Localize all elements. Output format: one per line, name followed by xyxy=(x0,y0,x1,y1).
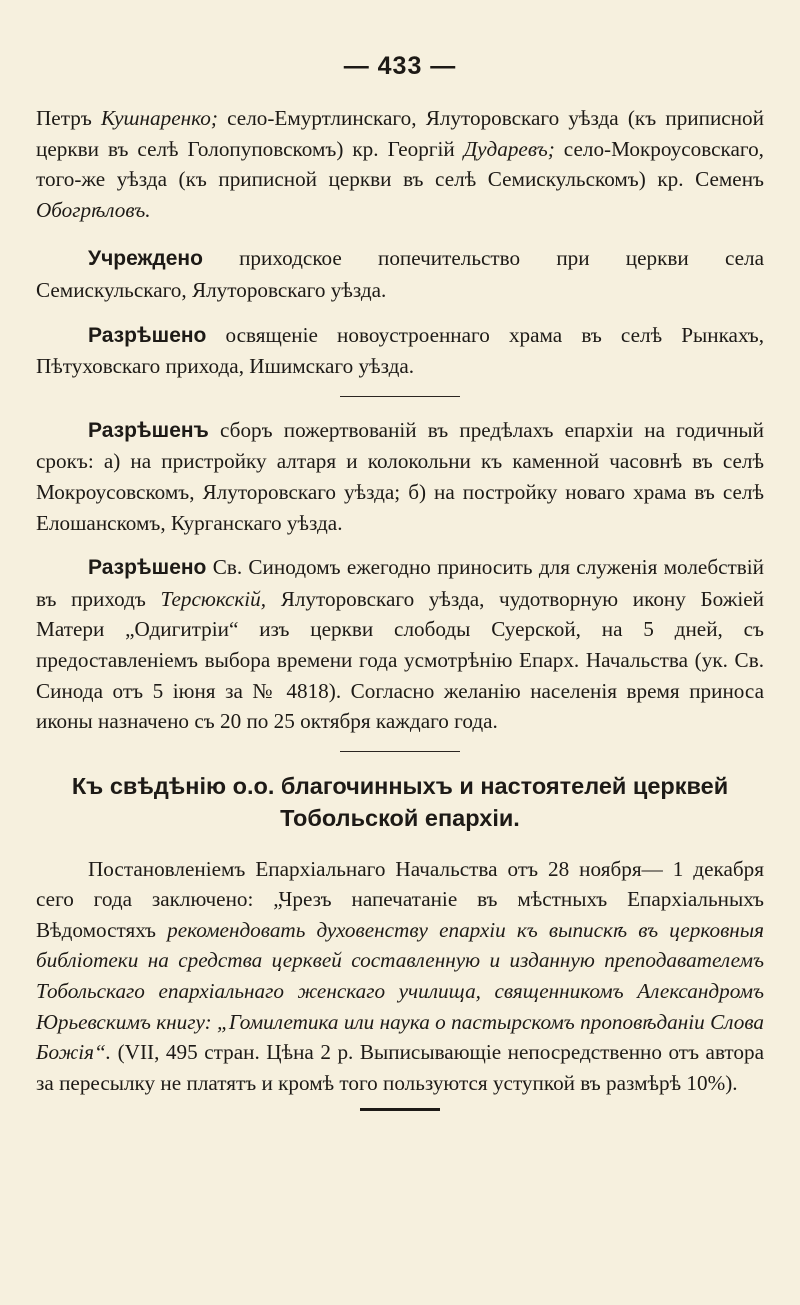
italic-recommendation: рекомендовать духовенству епархіи къ выпискѣ въ церковныя библіотеки на средства церквей составленную и изданную преподавателемъ Тобольскаго епархіальнаго женскаго училища, священникомъ Александромъ Юрьевскимъ книгу: „Гомилетика или наука о пастырскомъ проповѣданіи Слова Божія“. xyxy=(36,917,764,1065)
document-page xyxy=(36,52,764,1111)
lead-word: Разрѣшенъ xyxy=(88,418,209,442)
paragraph-appointments xyxy=(36,103,764,225)
text-run: Ялуторовскаго уѣзда, чудотворную икону Божіей Матери „Одигитріи“ изъ церкви слободы Суерской, на 5 дней, съ предоставленіемъ выбора времени года усмотрѣнію Епарх. Начальства (ук. Св. Синода отъ 5 іюня за № 4818). Согласно желанію населенія время приноса иконы назначено съ 20 по 25 октября каждаго года. xyxy=(36,586,764,734)
section-divider xyxy=(340,751,460,752)
lead-word: Разрѣшено xyxy=(88,323,207,347)
text-run: Постановленіемъ Епархіальнаго Начальства отъ 28 ноября— 1 декабря сего года заключено: „Чрезъ напечатаніе въ мѣстныхъ Епархіальныхъ Вѣдомостяхъ xyxy=(36,856,764,942)
text-run: Петръ xyxy=(36,106,101,130)
italic-name: Кушнаренко; xyxy=(100,106,218,130)
text-run: сборъ пожертвованій въ предѣлахъ епархіи на годичный срокъ: а) на пристройку алтаря и колокольни къ каменной часовнѣ въ селѣ Мокроусовскомъ, Ялуторовскаго уѣзда; б) на постройку новаго храма въ селѣ Елошанскомъ, Курганскаго уѣзда. xyxy=(36,417,764,535)
paragraph-resolution xyxy=(36,854,764,1099)
paragraph-icon-procession xyxy=(36,552,764,737)
text-run: приходское попечительство при церкви села Семискульскаго, Ялуторовскаго уѣзда. xyxy=(36,246,764,302)
text-run: Св. Синодомъ ежегодно приносить для служенія молебствій въ приходъ xyxy=(36,555,764,611)
lead-word: Учреждено xyxy=(88,247,203,271)
italic-name: Обогрѣловъ. xyxy=(36,197,151,222)
paragraph-consecration xyxy=(36,320,764,382)
page-number: — 433 — xyxy=(343,52,457,80)
lead-word: Разрѣшено xyxy=(88,556,207,580)
text-run: освященіе новоустроеннаго храма въ селѣ Рынкахъ, Пѣтуховскаго прихода, Ишимскаго уѣзда. xyxy=(36,322,764,379)
end-rule xyxy=(360,1108,440,1111)
section-heading: Къ свѣдѣнію о.о. благочинныхъ и настоятелей церквей Тобольской епархіи. xyxy=(71,772,729,831)
italic-name: Дударевъ; xyxy=(463,136,555,161)
paragraph-collection xyxy=(36,415,764,538)
section-divider xyxy=(340,396,460,397)
paragraph-established xyxy=(36,243,764,305)
text-run: село-Мокроусовскаго, того-же уѣзда (къ приписной церкви въ селѣ Семискульскомъ) кр. Семенъ xyxy=(36,136,764,192)
text-run: село-Емуртлинскаго, Ялуторовскаго уѣзда (къ приписной церкви въ селѣ Голопуповскомъ) кр. Георгій xyxy=(36,106,764,161)
text-run: (VII, 495 стран. Цѣна 2 р. Выписывающіе непосредственно отъ автора за пересылку не платятъ и кромѣ того пользуются уступкой въ размѣрѣ 10%). xyxy=(36,1040,764,1095)
italic-name: Терсюкскій, xyxy=(160,586,267,611)
